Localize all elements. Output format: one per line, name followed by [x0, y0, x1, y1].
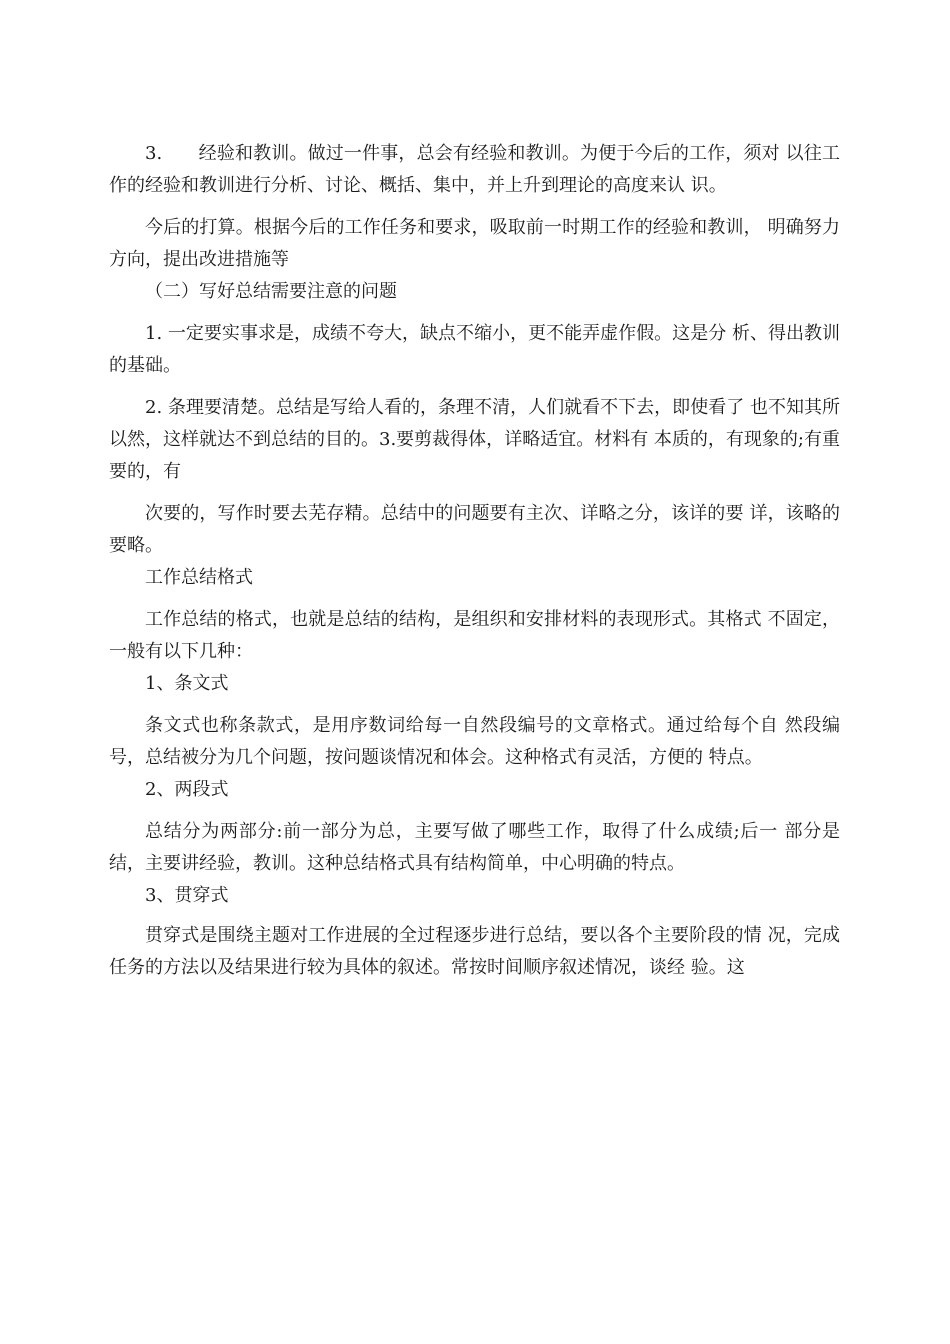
document-page: [109, 138, 840, 984]
subheading-article-style: 1、条文式: [145, 673, 229, 694]
subheading-through-style: 3、贯穿式: [145, 885, 229, 906]
paragraph-article-style: 条文式也称条款式，是用序数词给每一自然段编号的文章格式。通过给每个自 然段编号，总结被分为几个问题，按问题谈情况和体会。这种格式有灵活，方便的 特点。: [109, 715, 840, 768]
paragraph-two-part-style: 总结分为两部分:前一部分为总，主要写做了哪些工作，取得了什么成绩;后一 部分是结，主要讲经验，教训。这种总结格式具有结构简单，中心明确的特点。: [109, 821, 840, 874]
section-heading-format: 工作总结格式: [145, 567, 253, 588]
paragraph-future-plan: 今后的打算。根据今后的工作任务和要求，吸取前一时期工作的经验和教训， 明确努力方向，提出改进措施等: [109, 217, 840, 270]
paragraph-point-1: 1. 一定要实事求是，成绩不夸大，缺点不缩小，更不能弄虚作假。这是分 析、得出教训的基础。: [109, 323, 840, 376]
paragraph-format-intro: 工作总结的格式，也就是总结的结构，是组织和安排材料的表现形式。其格式 不固定，一般有以下几种：: [109, 609, 840, 662]
paragraph-experience: 3. 经验和教训。做过一件事，总会有经验和教训。为便于今后的工作，须对 以往工作的经验和教训进行分析、讨论、概括、集中，并上升到理论的高度来认 识。: [109, 143, 840, 196]
paragraph-point-2: 2. 条理要清楚。总结是写给人看的，条理不清，人们就看不下去，即使看了 也不知其所以然，这样就达不到总结的目的。3.要剪裁得体，详略适宜。材料有 本质的，有现象的;有重要的，有: [109, 397, 840, 482]
paragraph-through-style: 贯穿式是围绕主题对工作进展的全过程逐步进行总结，要以各个主要阶段的情 况，完成任务的方法以及结果进行较为具体的叙述。常按时间顺序叙述情况，谈经 验。这: [109, 925, 840, 978]
paragraph-point-3-cont: 次要的，写作时要去芜存精。总结中的问题要有主次、详略之分，该详的要 详，该略的要略。: [109, 503, 840, 556]
subheading-two-part-style: 2、两段式: [145, 779, 229, 800]
section-heading-notes: （二）写好总结需要注意的问题: [145, 281, 397, 302]
